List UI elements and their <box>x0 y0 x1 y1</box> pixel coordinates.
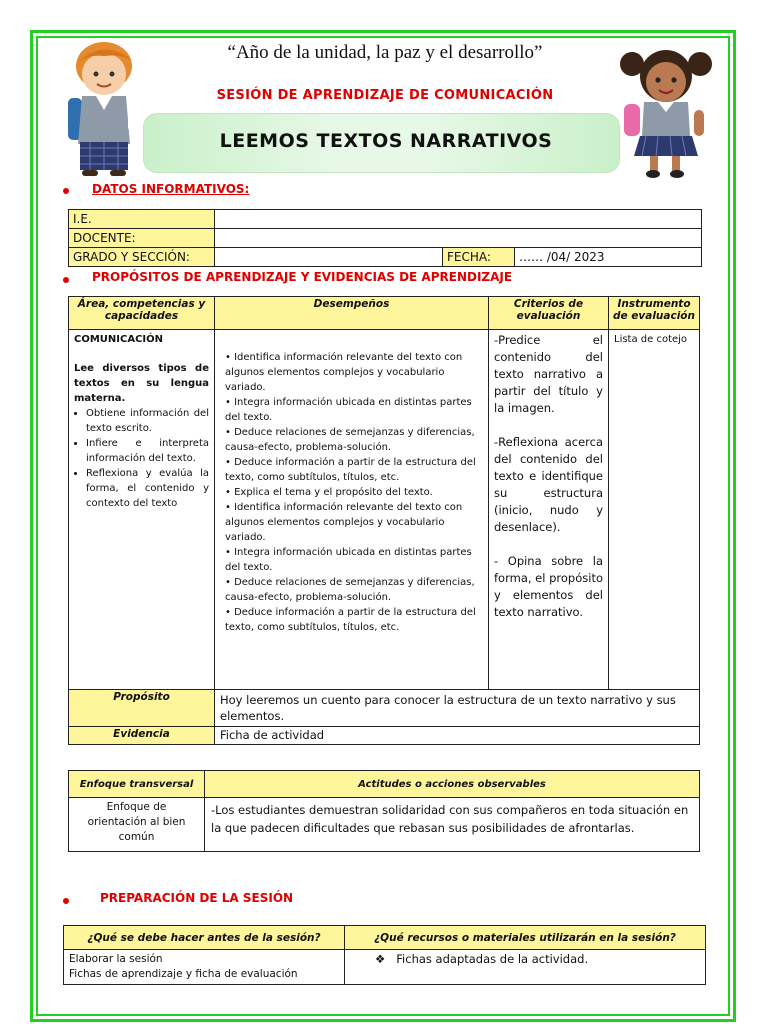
fecha-value: …… /04/ 2023 <box>515 248 702 267</box>
antes-item: Elaborar la sesión <box>69 953 163 965</box>
enfoque-table <box>68 770 700 852</box>
girl-student-illustration <box>610 40 722 180</box>
bullet-icon <box>63 188 69 194</box>
page-title: LEEMOS TEXTOS NARRATIVOS <box>219 130 553 152</box>
boy-student-illustration <box>50 36 158 178</box>
col-actitudes-header: Actitudes o acciones observables <box>205 771 700 798</box>
desempenos-cell <box>215 330 489 690</box>
capacidad-item: • Reflexiona y evalúa la forma, el contenido y contexto del texto <box>86 466 209 511</box>
fecha-label: FECHA: <box>443 248 515 267</box>
criterio-item: -Predice el contenido del texto narrativo a partir del título y la imagen. <box>494 333 603 415</box>
ie-label: I.E. <box>69 210 215 229</box>
capacidades-list <box>74 406 209 511</box>
area-title: COMUNICACIÓN <box>74 334 164 345</box>
col-criterios-header: Criterios de evaluación <box>489 297 609 330</box>
grado-value <box>215 248 443 267</box>
col-recursos-header: ¿Qué recursos o materiales utilizarán en la sesión? <box>345 926 706 950</box>
bullet-icon <box>63 898 69 904</box>
datos-heading: DATOS INFORMATIVOS: <box>92 182 250 196</box>
desempeno-item: • Deduce relaciones de semejanzas y diferencias, causa-efecto, problema-solución. <box>225 577 475 603</box>
capacidad-item: • Obtiene información del texto escrito. <box>86 406 209 436</box>
evidencia-label: Evidencia <box>69 727 215 745</box>
recursos-cell <box>345 950 706 985</box>
year-motto: “Año de la unidad, la paz y el desarrollo” <box>227 42 543 63</box>
session-title: SESIÓN DE APRENDIZAJE DE COMUNICACIÓN <box>216 88 554 103</box>
enfoque-value: Enfoque de orientación al bien común <box>69 798 205 852</box>
col-antes-header: ¿Qué se debe hacer antes de la sesión? <box>64 926 345 950</box>
propositos-heading: PROPÓSITOS DE APRENDIZAJE Y EVIDENCIAS DE APRENDIZAJE <box>92 270 513 284</box>
preparacion-heading: PREPARACIÓN DE LA SESIÓN <box>100 891 294 905</box>
ie-value <box>215 210 702 229</box>
capacidad-item: • Infiere e interpreta información del texto. <box>86 436 209 466</box>
col-desempenos-header: Desempeños <box>215 297 489 330</box>
desempeno-item: • Deduce información a partir de la estructura del texto, como subtítulos, títulos, etc. <box>225 607 476 633</box>
actitudes-value: -Los estudiantes demuestran solidaridad con sus compañeros en toda situación en la que padecen dificultades que rebasan sus posibilidades de afrontarlas. <box>205 798 700 852</box>
proposito-value: Hoy leeremos un cuento para conocer la estructura de un texto narrativo y sus elementos. <box>215 690 700 727</box>
desempeno-item: • Identifica información relevante del texto con algunos elementos complejos y vocabulario variado. <box>225 352 463 393</box>
desempeno-item: • Identifica información relevante del texto con algunos elementos complejos y vocabulario variado. <box>225 502 463 543</box>
desempeno-item: • Deduce relaciones de semejanzas y diferencias, causa-efecto, problema-solución. <box>225 427 475 453</box>
antes-cell <box>64 950 345 985</box>
docente-label: DOCENTE: <box>69 229 215 248</box>
datos-table <box>68 209 702 267</box>
area-cell <box>69 330 215 690</box>
col-enfoque-header: Enfoque transversal <box>69 771 205 798</box>
instrumento-cell: Lista de cotejo <box>609 330 700 690</box>
criterios-cell <box>489 330 609 690</box>
competencias-table <box>68 296 700 745</box>
desempeno-item: • Explica el tema y el propósito del texto. <box>225 487 433 498</box>
evidencia-value: Ficha de actividad <box>215 727 700 745</box>
recurso-item: Fichas adaptadas de la actividad. <box>396 952 589 966</box>
col-area-header: Área, competencias y capacidades <box>69 297 215 330</box>
preparacion-table <box>63 925 706 985</box>
competencia-text: Lee diversos tipos de textos en su lengua materna. <box>74 363 209 404</box>
grado-label: GRADO Y SECCIÓN: <box>69 248 215 267</box>
antes-item: Fichas de aprendizaje y ficha de evaluación <box>69 968 298 980</box>
bullet-icon <box>63 277 69 283</box>
col-instrumento-header: Instrumento de evaluación <box>609 297 700 330</box>
criterio-item: - Opina sobre la forma, el propósito y elementos del texto narrativo. <box>494 554 603 619</box>
proposito-label: Propósito <box>69 690 215 727</box>
desempeno-item: • Deduce información a partir de la estructura del texto, como subtítulos, títulos, etc. <box>225 457 476 483</box>
desempeno-item: • Integra información ubicada en distintas partes del texto. <box>225 397 472 423</box>
desempeno-item: • Integra información ubicada en distintas partes del texto. <box>225 547 472 573</box>
docente-value <box>215 229 702 248</box>
diamond-bullet-icon: ❖ <box>375 952 386 966</box>
criterio-item: -Reflexiona acerca del contenido del texto e identifique su estructura (inicio, nudo y desenlace). <box>494 435 603 534</box>
